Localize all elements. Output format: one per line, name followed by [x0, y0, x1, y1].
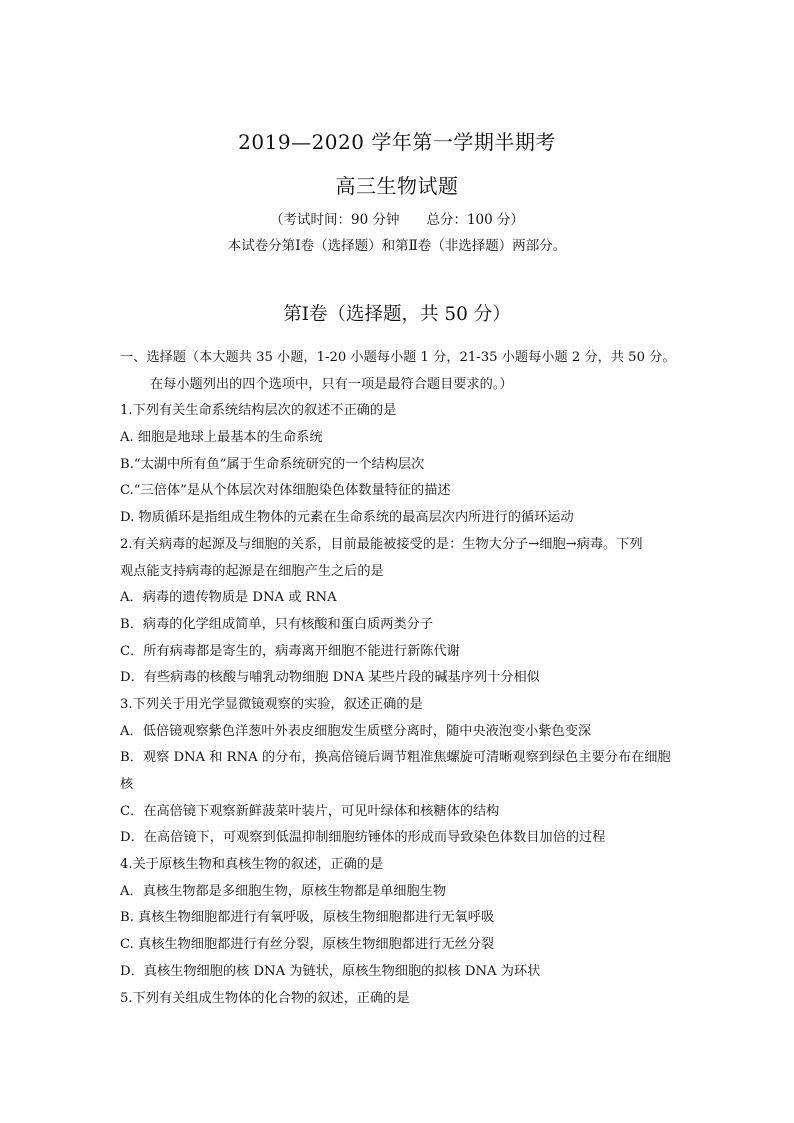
question-option: C．在高倍镜下观察新鲜菠菜叶装片，可见叶绿体和核糖体的结构 — [120, 803, 500, 819]
question-stem: 2.有关病毒的起源及与细胞的关系，目前最能被接受的是：生物大分子→细胞→病毒。下列 — [120, 536, 643, 552]
question-option: 核 — [120, 777, 134, 792]
question-stem: 3.下列关于用光学显微镜观察的实验，叙述正确的是 — [120, 696, 423, 712]
exam-title: 2019—2020 学年第一学期半期考 — [238, 130, 556, 154]
question-option: D．在高倍镜下，可观察到低温抑制细胞纺锤体的形成而导致染色体数目加倍的过程 — [120, 830, 606, 846]
question-option: D. 物质循环是指组成生物体的元素在生命系统的最高层次内所进行的循环运动 — [120, 510, 574, 526]
question-option: B．观察 DNA 和 RNA 的分布，换高倍镜后调节粗准焦螺旋可清晰观察到绿色主要分布在细胞 — [120, 750, 671, 766]
question-stem: 1.下列有关生命系统结构层次的叙述不正确的是 — [120, 403, 397, 419]
question-stem: 观点能支持病毒的起源是在细胞产生之后的是 — [120, 563, 384, 579]
structure-note: 本试卷分第Ⅰ卷（选择题）和第Ⅱ卷（非选择题）两部分。 — [227, 238, 567, 254]
instructions-line: 一、选择题（本大题共 35 小题，1-20 小题每小题 1 分，21-35 小题每小题 2 分，共 50 分。 — [120, 350, 676, 365]
question-stem: 5.下列有关组成生物体的化合物的叙述，正确的是 — [120, 990, 410, 1006]
question-option: D．有些病毒的核酸与哺乳动物细胞 DNA 某些片段的碱基序列十分相似 — [120, 670, 540, 686]
question-option: B. 真核生物细胞都进行有氧呼吸，原核生物细胞都进行无氧呼吸 — [120, 910, 495, 926]
instructions-line: 在每小题列出的四个选项中，只有一项是最符合题目要求的。） — [150, 376, 513, 392]
exam-info: （考试时间：90 分钟 总分：100 分） — [269, 212, 525, 228]
exam-subtitle: 高三生物试题 — [335, 174, 459, 198]
question-option: A．真核生物都是多细胞生物，原核生物都是单细胞生物 — [120, 883, 447, 899]
question-stem: 4.关于原核生物和真核生物的叙述，正确的是 — [120, 857, 384, 873]
question-option: B.“太湖中所有鱼”属于生命系统研究的一个结构层次 — [120, 456, 425, 472]
question-option: A．病毒的遗传物质是 DNA 或 RNA — [120, 590, 337, 606]
question-option: A．低倍镜观察紫色洋葱叶外表皮细胞发生质壁分离时，随中央液泡变小紫色变深 — [120, 723, 592, 739]
question-option: C．所有病毒都是寄生的，病毒离开细胞不能进行新陈代谢 — [120, 643, 460, 659]
question-option: A. 细胞是地球上最基本的生命系统 — [120, 430, 323, 446]
question-option: B．病毒的化学组成简单，只有核酸和蛋白质两类分子 — [120, 616, 434, 632]
question-option: D．真核生物细胞的核 DNA 为链状，原核生物细胞的拟核 DNA 为环状 — [120, 963, 541, 979]
question-content — [120, 345, 690, 1012]
section-title: 第Ⅰ卷（选择题，共 50 分） — [283, 304, 511, 325]
question-option: C. 真核生物细胞都进行有丝分裂，原核生物细胞都进行无丝分裂 — [120, 937, 495, 953]
question-option: C.“三倍体”是从个体层次对体细胞染色体数量特征的描述 — [120, 483, 451, 499]
